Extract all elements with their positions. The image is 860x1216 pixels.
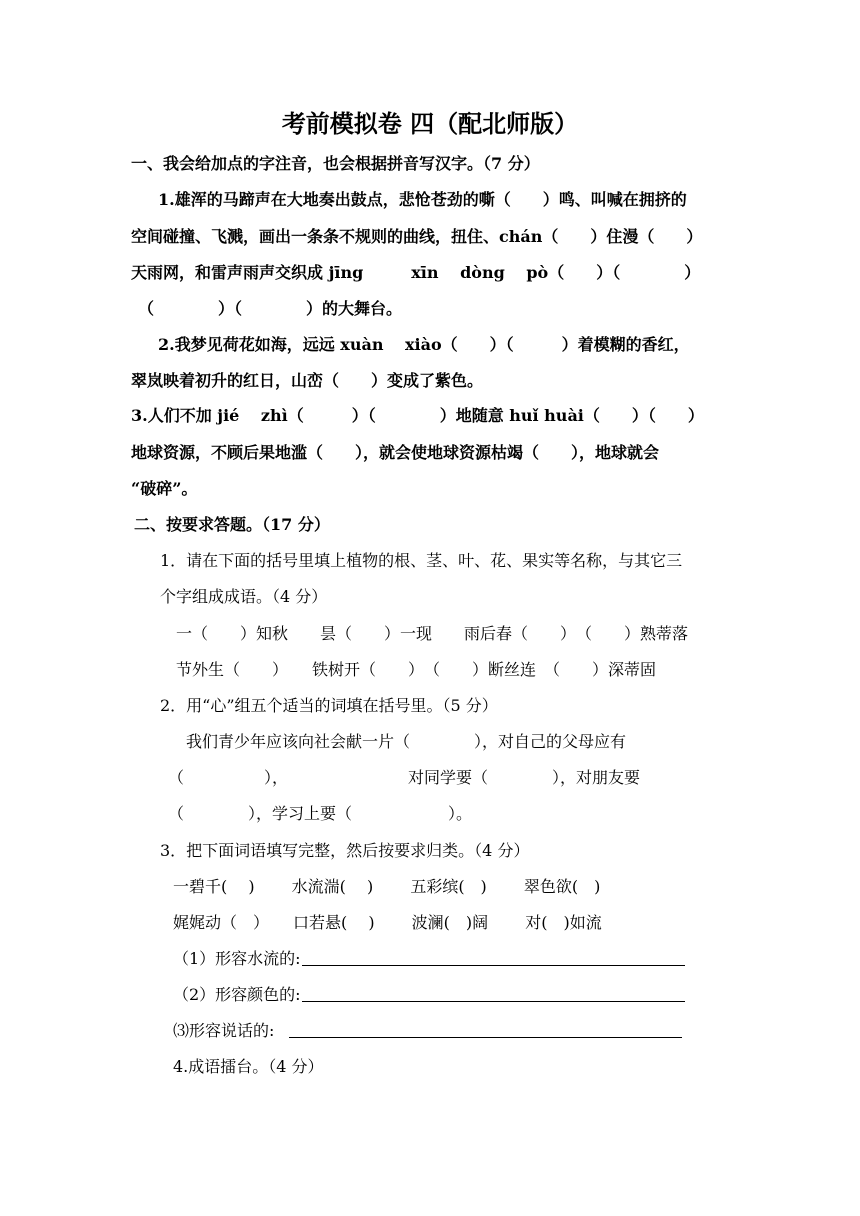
s1-line-5: 2.我梦见荷花如海，远远 xuàn xiào（ ）（ ）着模糊的香红， (158, 335, 690, 354)
q3-category-color-label: （2）形容颜色的: (173, 985, 301, 1004)
q3-category-water-answer-line[interactable] (302, 965, 685, 966)
s1-line-1: 1.雄浑的马蹄声在大地奏出鼓点，悲怆苍劲的嘶（ ）鸣、叫喊在拥挤的 (158, 190, 687, 209)
q1-idiom-row1: 一（ ）知秋 昙（ ）一现 雨后春（ ） （ ）熟蒂落 (176, 624, 689, 643)
q3-category-speech-label: ⑶形容说话的: (173, 1021, 275, 1040)
section1-heading: 一、我会给加点的字注音，也会根据拼音写汉字。（7 分） (131, 154, 540, 173)
page-title: 考前模拟卷 四（配北师版） (281, 109, 579, 138)
q3-category-speech-answer-line[interactable] (289, 1037, 682, 1038)
s1-line-4: （ ）（ ）的大舞台。 (138, 299, 403, 318)
section2-heading: 二、按要求答题。（17 分） (134, 515, 330, 534)
q2-line2: （ ）， 对同学要（ ），对朋友要 (168, 768, 641, 787)
q1-prompt-line2: 个字组成成语。（4 分） (160, 587, 328, 606)
s1-line-8: 地球资源，不顾后果地滥（ ），就会使地球资源枯竭（ ），地球就会 (131, 443, 660, 462)
q4-prompt: 4.成语擂台。（4 分） (173, 1057, 324, 1076)
s1-line-3: 天雨网，和雷声雨声交织成 jīng xīn dòng pò（ ）（ ） (131, 263, 701, 282)
q1-prompt-line1: 1．请在下面的括号里填上植物的根、茎、叶、花、果实等名称，与其它三 (160, 551, 683, 570)
q3-word-row2: 娓娓动（ ） 口若悬( ) 波澜( )阔 对( )如流 (173, 913, 602, 932)
s1-line-2: 空间碰撞、飞溅，画出一条条不规则的曲线，扭住、chán（ ）住漫（ ） (131, 227, 703, 246)
q1-idiom-row2: 节外生（ ） 铁树开（ ） （ ）断丝连 （ ）深蒂固 (176, 660, 657, 679)
q3-word-row1: 一碧千( ) 水流湍( ) 五彩缤( ) 翠色欲( ) (173, 877, 601, 896)
q2-line3: （ ），学习上要（ ）。 (168, 804, 473, 823)
s1-line-6: 翠岚映着初升的红日，山峦（ ）变成了紫色。 (131, 371, 484, 390)
s1-line-7: 3.人们不加 jié zhì（ ）（ ）地随意 huǐ huài（ ）（ ） (131, 406, 704, 425)
q3-category-color-answer-line[interactable] (302, 1001, 685, 1002)
s1-line-9: “破碎”。 (131, 479, 198, 498)
q3-category-water-label: （1）形容水流的: (173, 949, 301, 968)
q3-prompt: 3．把下面词语填写完整，然后按要求归类。（4 分） (160, 841, 530, 860)
q2-prompt: 2．用“心”组五个适当的词填在括号里。（5 分） (160, 696, 498, 715)
q2-line1: 我们青少年应该向社会献一片（ ），对自己的父母应有 (186, 732, 627, 751)
